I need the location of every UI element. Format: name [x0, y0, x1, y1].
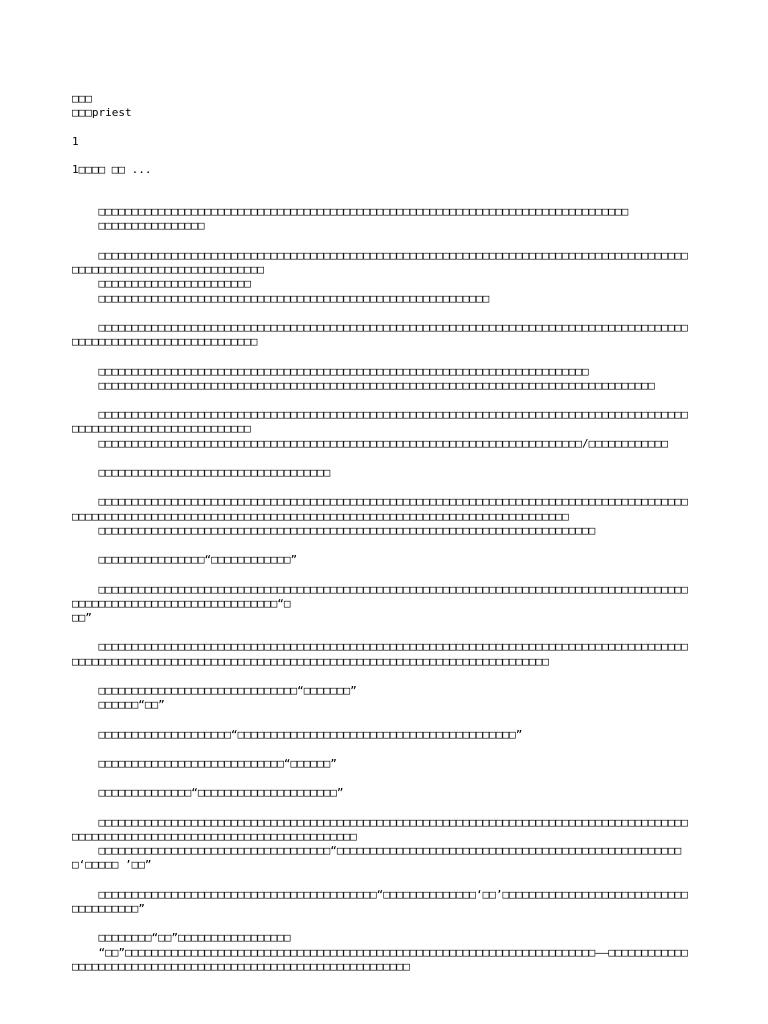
paragraph: □□□□□□□□□□□□□□□□□□□□□□□□□□□□□□□□□□□□□□□□□□□□□□□□□□□□□□□□□□□□□□□□□□□□□□□□□□□□□□□□□□□□□□□□□□□□□□□□□□□□□□□□□□□□□□□□□□□□□□ □□□□□□□□□□□□□□□□□□□□□□□ □□□□□□□□□□□□□□□□□□□□□□□□□□□□□□□□□□□□□□□□□□□□□□□□□□□□□□□□□□□ — [72, 248, 688, 305]
paragraph: □□□□□□□□□□□□□□□□□□□□□□□□□□□□□□□□□□□□□□□□□□□□□□□□□□□□□□□□□□□□□□□□□□□□□□□□□□□□□□□□□□□□□□□□□□□□□□□□□□□□□□□□□□□□□□□□□□□□□ — [72, 320, 688, 349]
paragraph: □□□□□□□□□□□□□□□□□□□□□□□□□□□□□□□□□□□□□□□□□□□□□□□□□□□□□□□□□□□□□□□□□□□□□□□□□□□□□□□□□□□□□□□□□□□□□□□□□□□□□□□□□□□□□□□□□□□□□□□□“□ □□” — [72, 582, 688, 625]
header-line-1: □□□ — [72, 92, 92, 105]
paragraph: □□□□□□□□□□□□□□□□□□□□□□□□□□□□□□“□□□□□□□” □□□□□□“□□” — [98, 684, 357, 712]
paragraph: □□□□□□□□“□□”□□□□□□□□□□□□□□□□□ “□□”□□□□□□□□□□□□□□□□□□□□□□□□□□□□□□□□□□□□□□□□□□□□□□□□□□□□□□□□□□□□□□□□□□□□□□□——□□□□□□□□□□□□□□□□□□□□□□□□□□□□□□□□□□□□□□□□□□□□□□□□□□□□□□□□□□□□□□□ — [72, 931, 688, 973]
paragraph: □□□□□□□□□□□□□□□□“□□□□□□□□□□□□” — [72, 553, 298, 567]
chapter-number: 1 — [72, 134, 79, 148]
paragraph: □□□□□□□□□□□□□□□□□□□□□□□□□□□□□□□□□□□ — [72, 466, 331, 480]
paragraph: □□□□□□□□□□□□□□□□□□□□□□□□□□□□“□□□□□□” — [72, 756, 337, 770]
document-page — [72, 92, 692, 989]
paragraph: □□□□□□□□□□□□□□□□□□□□“□□□□□□□□□□□□□□□□□□□□□□□□□□□□□□□□□□□□□□□□□□” — [72, 727, 523, 741]
paragraph: □□□□□□□□□□□□□□“□□□□□□□□□□□□□□□□□□□□□” — [72, 786, 344, 800]
paragraph: □□□□□□□□□□□□□□□□□□□□□□□□□□□□□□□□□□□□□□□□□□□□□□□□□□□□□□□□□□□□□□□□□□□□□□□□□□□□□□□□□□□□□□□□□□□□□□□□□□□□□□□□□□□□□□□□□□□□□□□□□□□□□□□□□□□□□□□□□□□□□□□□□□□□□□□□□□□□□□□□□ — [72, 640, 688, 668]
chapter-title: 1□□□□ □□ ... — [72, 162, 152, 176]
paragraph: □□□□□□□□□□□□□□□□□□□□□□□□□□□□□□□□□□□□□□□□□□□□□□□□□□□□□□□□□□□□□□□□□□□□□□□□□□□□□□□□□□□□□□□□□□□□□□□□□□□□□□□□□□□□□□□□□□□□ □□□□□□□□□□□□□□□□□□□□□□□□□□□□□□□□□□□□□□□□□□□□□□□□□□□□□□□□□□□□□□□□□□□□□□□□□/□□□□□□□□□□□□ — [72, 408, 688, 450]
paragraph: □□□□□□□□□□□□□□□□□□□□□□□□□□□□□□□□□□□□□□□□□□□□□□□□□□□□□□□□□□□□□□□□□□□□□□□□□□□□□□□□□□□□□□□□□□□□□□□□□□□□□□□□□□□□□□□□□□□□□□□□□□□□□□□□□□□□□□□□□□□□□□□□□□□□□□□□□□□□□□□□□□□□ □□□□□□□□□□□□□□□□□□□□□□□□□□□□□□□□□□□□□□□□□□□□□□□□□□□□□□□□□□□□□□□□□□□□□□□□□□□ — [72, 495, 688, 537]
paragraph: □□□□□□□□□□□□□□□□□□□□□□□□□□□□□□□□□□□□□□□□□□□□□□□□□□□□□□□□□□□□□□□□□□□□□□□□□□ □□□□□□□□□□□□□□□□□□□□□□□□□□□□□□□□□□□□□□□□□□□□□□□□□□□□□□□□□□□□□□□□□□□□□□□□□□□□□□□□□□□□ — [98, 364, 655, 392]
body-text — [72, 205, 692, 974]
header-line-2: □□□priest — [72, 106, 132, 120]
paragraph: □□□□□□□□□□□□□□□□□□□□□□□□□□□□□□□□□□□□□□□□□□□□□□□□□□□□□□□□□□□□□□□□□□□□□□□□□□□□□□□□□□□□□□□□□□□□□□□□□□□□□□□□□□□□□□□□□□□□□□□□□□□□□□□□□□□□ □□□□□□□□□□□□□□□□□□□□□□□□□□□□□□□□□□□“□□□□□□□□□□□□□□□□□□□□□□□□□□□□□□□□□□□□□□□□□□□□□□□□□□□□□‘□□□□□ ’□□” — [72, 815, 688, 872]
paragraph: □□□□□□□□□□□□□□□□□□□□□□□□□□□□□□□□□□□□□□□□□□“□□□□□□□□□□□□□□‘□□’□□□□□□□□□□□□□□□□□□□□□□□□□□□□□□□□□□□□□□” — [72, 887, 688, 915]
paragraph: □□□□□□□□□□□□□□□□□□□□□□□□□□□□□□□□□□□□□□□□□□□□□□□□□□□□□□□□□□□□□□□□□□□□□□□□□□□□□□□□ □□□□□□□□□□□□□□□□ — [98, 205, 629, 233]
